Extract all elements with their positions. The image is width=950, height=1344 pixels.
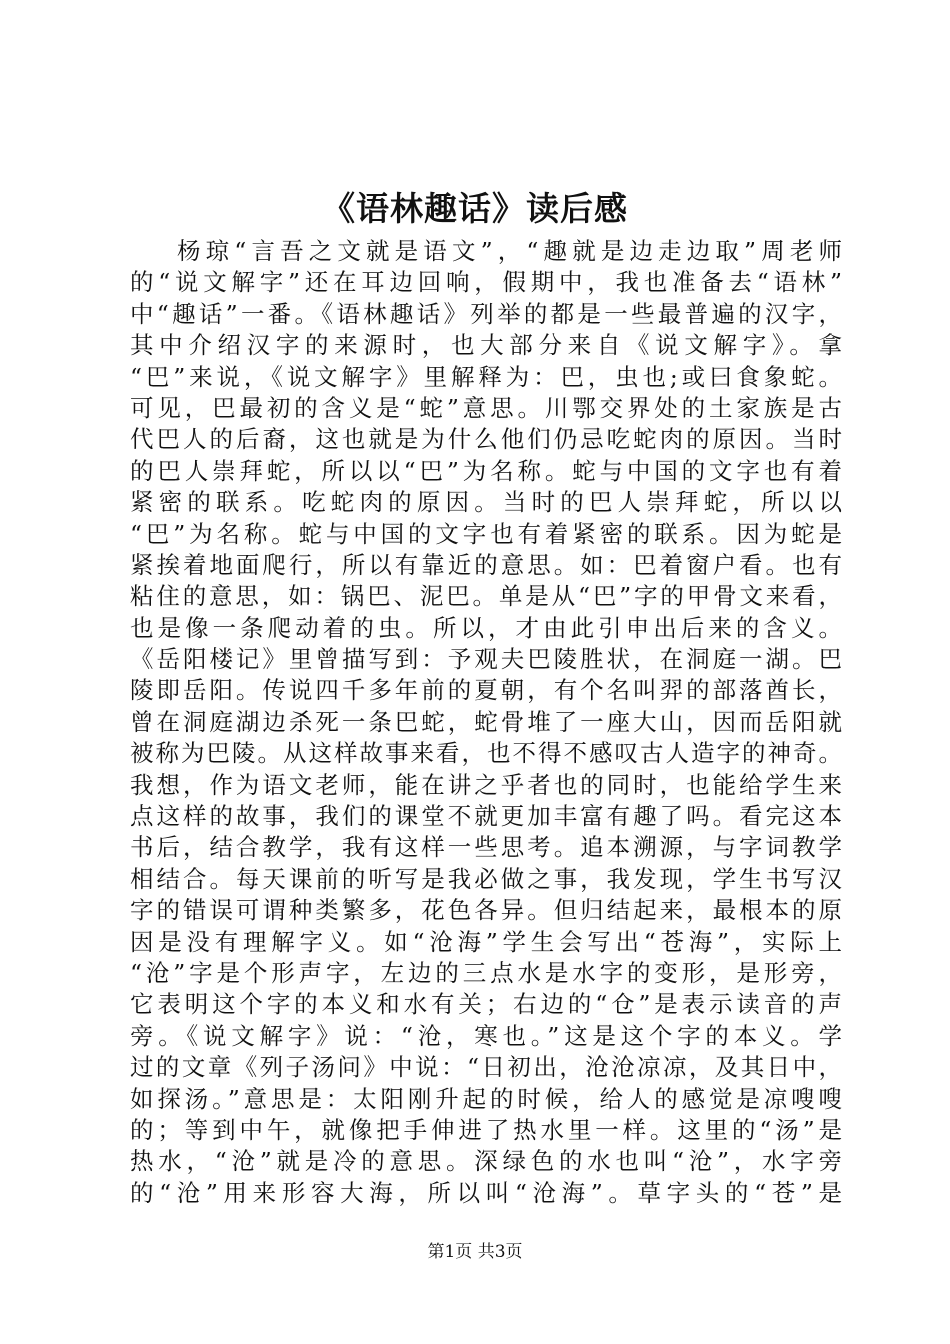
body-text-line: 中“趣话”一番。《语林趣话》列举的都是一些最普遍的汉字， (130, 299, 842, 328)
body-text-line: 旁。《说文解字》说：“沧，寒也。”这是这个字的本义。学 (130, 1021, 842, 1050)
body-text-line: 它表明这个字的本义和水有关；右边的“仓”是表示读音的声 (130, 990, 842, 1019)
body-text-line: 相结合。每天课前的听写是我必做之事，我发现，学生书写汉 (130, 864, 842, 893)
body-text-line: 我想，作为语文老师，能在讲之乎者也的同时，也能给学生来 (130, 770, 842, 799)
body-text-line: 的巴人崇拜蛇，所以以“巴”为名称。蛇与中国的文字也有着 (130, 456, 842, 485)
body-text-line: 紧密的联系。吃蛇肉的原因。当时的巴人崇拜蛇，所以以 (130, 488, 842, 517)
body-text-line: 如探汤。”意思是：太阳刚升起的时候，给人的感觉是凉嗖嗖 (130, 1084, 842, 1113)
body-text-line: 《岳阳楼记》里曾描写到：予观夫巴陵胜状，在洞庭一湖。巴 (130, 645, 842, 674)
document-title: 《语林趣话》读后感 (322, 189, 628, 228)
body-text-line: 因是没有理解字义。如“沧海”学生会写出“苍海”，实际上 (130, 927, 842, 956)
body-text-line: 曾在洞庭湖边杀死一条巴蛇，蛇骨堆了一座大山，因而岳阳就 (130, 707, 842, 736)
body-text-line: 杨琼“言吾之文就是语文”，“趣就是边走边取”周老师 (177, 237, 842, 265)
body-text-line: 代巴人的后裔，这也就是为什么他们仍忌吃蛇肉的原因。当时 (130, 425, 842, 454)
body-text-line: 陵即岳阳。传说四千多年前的夏朝，有个名叫羿的部落酋长， (130, 676, 842, 705)
body-text-line: 热水，“沧”就是冷的意思。深绿色的水也叫“沧”，水字旁 (130, 1147, 842, 1176)
body-text-line: 书后，结合教学，我有这样一些思考。追本溯源，与字词教学 (130, 833, 842, 862)
body-text-line: 字的错误可谓种类繁多，花色各异。但归结起来，最根本的原 (130, 896, 842, 925)
body-text-line: 其中介绍汉字的来源时，也大部分来自《说文解字》。拿 (130, 331, 842, 360)
body-text-line: 也是像一条爬动着的虫。所以，才由此引申出后来的含义。 (130, 613, 842, 642)
body-text-line: 的“说文解字”还在耳边回响，假期中，我也准备去“语林” (130, 268, 842, 297)
page-footer: 第1页 共3页 (427, 1242, 523, 1262)
body-text-line: “沧”字是个形声字，左边的三点水是水字的变形，是形旁， (130, 958, 842, 987)
body-text-line: 粘住的意思，如：锅巴、泥巴。单是从“巴”字的甲骨文来看， (130, 582, 842, 611)
body-text-line: 被称为巴陵。从这样故事来看，也不得不感叹古人造字的神奇。 (130, 739, 842, 768)
body-text-line: 点这样的故事，我们的课堂不就更加丰富有趣了吗。看完这本 (130, 802, 842, 831)
body-text-line: 紧挨着地面爬行，所以有靠近的意思。如：巴着窗户看。也有 (130, 550, 842, 579)
body-text-line: 的；等到中午，就像把手伸进了热水里一样。这里的“汤”是 (130, 1115, 842, 1144)
document-body (130, 236, 842, 1209)
body-text-line: “巴”为名称。蛇与中国的文字也有着紧密的联系。因为蛇是 (130, 519, 842, 548)
body-text-line: 可见，巴最初的含义是“蛇”意思。川鄂交界处的土家族是古 (130, 393, 842, 422)
body-text-line: 过的文章《列子汤问》中说：“日初出，沧沧凉凉，及其日中， (130, 1053, 842, 1082)
body-text-line: “巴”来说，《说文解字》里解释为：巴，虫也;或曰食象蛇。 (130, 362, 842, 391)
body-text-line: 的“沧”用来形容大海，所以叫“沧海”。草字头的“苍”是 (130, 1178, 842, 1207)
